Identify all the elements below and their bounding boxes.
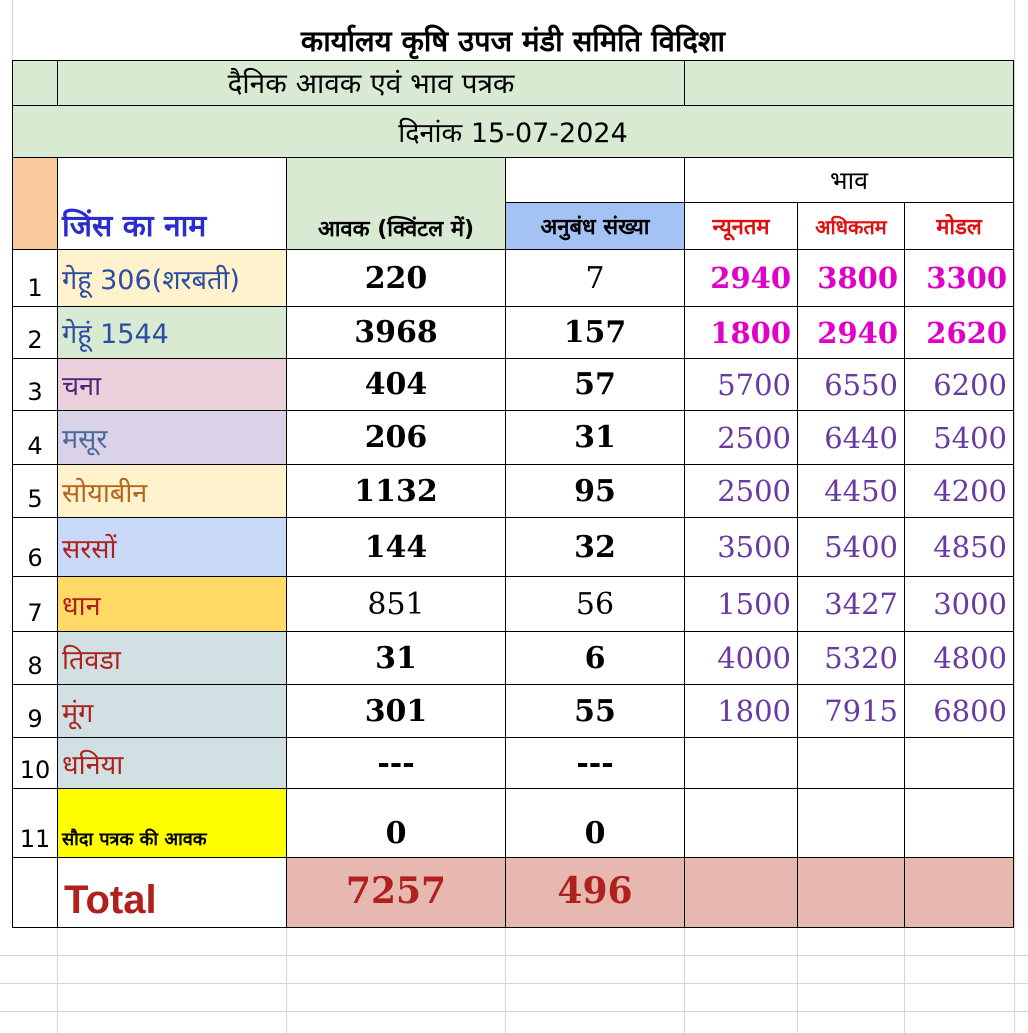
row-number: 4 <box>12 410 58 465</box>
gridline <box>57 928 58 1033</box>
min-price: 2500 <box>684 410 798 465</box>
gridline <box>505 928 506 1033</box>
max-price: 7915 <box>797 684 905 738</box>
min-price: 4000 <box>684 631 798 685</box>
min-price: 2500 <box>684 464 798 518</box>
modal-price: 6800 <box>904 684 1014 738</box>
gridline <box>0 955 1028 956</box>
rownum-header <box>12 157 58 250</box>
max-price: 3800 <box>797 249 905 307</box>
contracts-value: 157 <box>505 306 685 359</box>
modal-price: 2620 <box>904 306 1014 359</box>
total-arrival: 7257 <box>286 857 506 928</box>
max-price: 5320 <box>797 631 905 685</box>
contracts-value: 95 <box>505 464 685 518</box>
arrival-value: 301 <box>286 684 506 738</box>
arrival-value: --- <box>286 737 506 789</box>
gridline <box>0 1011 1028 1012</box>
contracts-value: 32 <box>505 517 685 577</box>
max-price <box>797 737 905 789</box>
row-number: 3 <box>12 358 58 411</box>
blank-cell <box>12 857 58 928</box>
min-price <box>684 737 798 789</box>
arrival-value: 0 <box>286 788 506 858</box>
row-number: 2 <box>12 306 58 359</box>
contracts-value: 31 <box>505 410 685 465</box>
modal-price-header: मोडल <box>904 202 1014 250</box>
min-price-header: न्यूनतम <box>684 202 798 250</box>
min-price: 3500 <box>684 517 798 577</box>
crop-name: तिवडा <box>57 631 287 685</box>
max-price: 2940 <box>797 306 905 359</box>
max-price-header: अधिकतम <box>797 202 905 250</box>
report-date: दिनांक 15-07-2024 <box>12 105 1014 158</box>
gridline <box>904 928 905 1033</box>
arrival-value: 220 <box>286 249 506 307</box>
contracts-value: 57 <box>505 358 685 411</box>
contracts-value: 0 <box>505 788 685 858</box>
gridline <box>1014 0 1015 1033</box>
contracts-value: 6 <box>505 631 685 685</box>
modal-price <box>904 737 1014 789</box>
min-price: 1800 <box>684 684 798 738</box>
modal-price: 6200 <box>904 358 1014 411</box>
min-price: 2940 <box>684 249 798 307</box>
modal-price: 3300 <box>904 249 1014 307</box>
min-price: 1500 <box>684 576 798 632</box>
blank-cell <box>12 60 58 106</box>
row-number: 7 <box>12 576 58 632</box>
blank-cell <box>797 857 905 928</box>
arrival-header: आवक (क्विंटल में) <box>286 157 506 250</box>
arrival-value: 3968 <box>286 306 506 359</box>
blank-cell <box>684 60 1014 106</box>
price-group-header: भाव <box>684 157 1014 203</box>
arrival-value: 1132 <box>286 464 506 518</box>
contracts-value: 56 <box>505 576 685 632</box>
contracts-value: --- <box>505 737 685 789</box>
crop-name: मसूर <box>57 410 287 465</box>
row-number: 1 <box>12 249 58 307</box>
row-number: 9 <box>12 684 58 738</box>
blank-cell <box>684 857 798 928</box>
max-price: 4450 <box>797 464 905 518</box>
modal-price: 4200 <box>904 464 1014 518</box>
max-price: 3427 <box>797 576 905 632</box>
arrival-value: 144 <box>286 517 506 577</box>
arrival-value: 31 <box>286 631 506 685</box>
min-price: 5700 <box>684 358 798 411</box>
row-number: 10 <box>12 737 58 789</box>
modal-price: 5400 <box>904 410 1014 465</box>
row-number: 8 <box>12 631 58 685</box>
contracts-header: अनुबंध संख्या <box>505 202 685 250</box>
report-subtitle: दैनिक आवक एवं भाव पत्रक <box>57 60 685 106</box>
contracts-value: 55 <box>505 684 685 738</box>
crop-name: धनिया <box>57 737 287 789</box>
min-price <box>684 788 798 858</box>
blank-cell <box>904 857 1014 928</box>
max-price: 5400 <box>797 517 905 577</box>
modal-price: 4850 <box>904 517 1014 577</box>
row-number: 6 <box>12 517 58 577</box>
crop-name: मूंग <box>57 684 287 738</box>
crop-name: चना <box>57 358 287 411</box>
max-price: 6440 <box>797 410 905 465</box>
crop-name: गेहू 306(शरबती) <box>57 249 287 307</box>
crop-name: सरसों <box>57 517 287 577</box>
total-contracts: 496 <box>505 857 685 928</box>
row-number: 5 <box>12 464 58 518</box>
contracts-value: 7 <box>505 249 685 307</box>
crop-name: सौदा पत्रक की आवक <box>57 788 287 858</box>
gridline <box>684 928 685 1033</box>
crop-name: गेहूं 1544 <box>57 306 287 359</box>
crop-name: धान <box>57 576 287 632</box>
gridline <box>0 983 1028 984</box>
modal-price: 3000 <box>904 576 1014 632</box>
max-price <box>797 788 905 858</box>
row-number: 11 <box>12 788 58 858</box>
arrival-value: 206 <box>286 410 506 465</box>
crop-name: सोयाबीन <box>57 464 287 518</box>
modal-price <box>904 788 1014 858</box>
office-title: कार्यालय कृषि उपज मंडी समिति विदिशा <box>300 23 726 58</box>
arrival-value: 851 <box>286 576 506 632</box>
total-label: Total <box>57 857 287 928</box>
gridline <box>797 928 798 1033</box>
gridline <box>286 928 287 1033</box>
blank-cell <box>505 157 685 203</box>
max-price: 6550 <box>797 358 905 411</box>
modal-price: 4800 <box>904 631 1014 685</box>
min-price: 1800 <box>684 306 798 359</box>
arrival-value: 404 <box>286 358 506 411</box>
crop-name-header: जिंस का नाम <box>57 157 287 250</box>
